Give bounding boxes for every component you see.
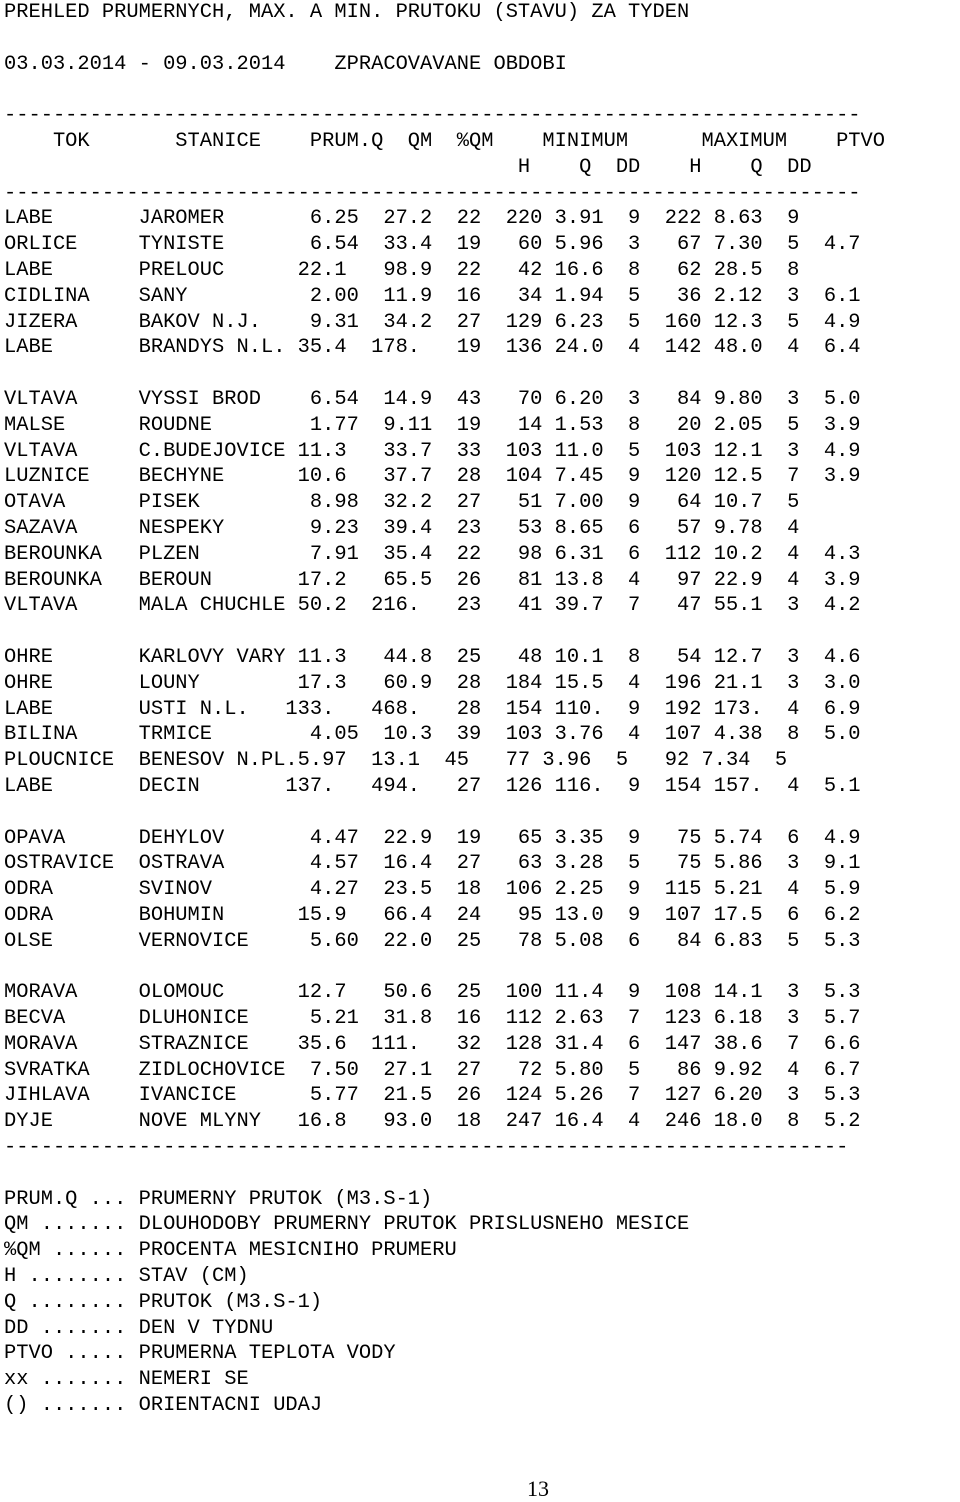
report-line: H ........ STAV (CM) xyxy=(4,1265,249,1289)
report-line: Q ........ PRUTOK (M3.S-1) xyxy=(4,1290,323,1314)
report-line: LABE BRANDYS N.L. 35.4 178. 19 136 24.0 4 142 48.0 4 6.4 xyxy=(4,336,861,360)
report-line: OHRE KARLOVY VARY 11.3 44.8 25 48 10.1 8 54 12.7 3 4.6 xyxy=(4,645,861,669)
report-line: MORAVA STRAZNICE 35.6 111. 32 128 31.4 6 147 38.6 7 6.6 xyxy=(4,1032,861,1056)
blank-line xyxy=(4,619,885,645)
report-line: TOK STANICE PRUM.Q QM %QM MINIMUM MAXIMUM PTVO xyxy=(4,129,886,153)
divider-line: --------------------------------------------------------------------- xyxy=(4,1136,849,1160)
report-line: xx ....... NEMERI SE xyxy=(4,1368,249,1392)
report-line: PTVO ..... PRUMERNA TEPLOTA VODY xyxy=(4,1342,396,1366)
blank-line xyxy=(4,800,885,826)
report-line: QM ....... DLOUHODOBY PRUMERNY PRUTOK PRISLUSNEHO MESICE xyxy=(4,1213,690,1237)
report-line: JIZERA BAKOV N.J. 9.31 34.2 27 129 6.23 5 160 12.3 5 4.9 xyxy=(4,310,861,334)
report-line: PRUM.Q ... PRUMERNY PRUTOK (M3.S-1) xyxy=(4,1187,433,1211)
blank-line xyxy=(4,361,885,387)
report-line: LUZNICE BECHYNE 10.6 37.7 28 104 7.45 9 120 12.5 7 3.9 xyxy=(4,465,861,489)
report-line: BEROUNKA BEROUN 17.2 65.5 26 81 13.8 4 97 22.9 4 3.9 xyxy=(4,568,861,592)
report-line: BILINA TRMICE 4.05 10.3 39 103 3.76 4 107 4.38 8 5.0 xyxy=(4,723,861,747)
blank-line xyxy=(4,954,885,980)
report-line: LABE USTI N.L. 133. 468. 28 154 110. 9 192 173. 4 6.9 xyxy=(4,697,861,721)
report-line: H Q DD H Q DD xyxy=(4,155,812,179)
report-line: LABE DECIN 137. 494. 27 126 116. 9 154 157. 4 5.1 xyxy=(4,774,861,798)
report-line: 03.03.2014 - 09.03.2014 ZPRACOVAVANE OBDOBI xyxy=(4,52,567,76)
report-line: MORAVA OLOMOUC 12.7 50.6 25 100 11.4 9 108 14.1 3 5.3 xyxy=(4,981,861,1005)
divider-line: ---------------------------------------------------------------------- xyxy=(4,104,861,128)
report-line: OHRE LOUNY 17.3 60.9 28 184 15.5 4 196 21.1 3 3.0 xyxy=(4,671,861,695)
report-line: OSTRAVICE OSTRAVA 4.57 16.4 27 63 3.28 5 75 5.86 3 9.1 xyxy=(4,852,861,876)
report-line: BECVA DLUHONICE 5.21 31.8 16 112 2.63 7 123 6.18 3 5.7 xyxy=(4,1007,861,1031)
report-line: LABE PRELOUC 22.1 98.9 22 42 16.6 8 62 28.5 8 xyxy=(4,258,800,282)
report-line: %QM ...... PROCENTA MESICNIHO PRUMERU xyxy=(4,1239,457,1263)
blank-line xyxy=(4,26,885,52)
report-line: LABE JAROMER 6.25 27.2 22 220 3.91 9 222 8.63 9 xyxy=(4,207,800,231)
report-line: VLTAVA MALA CHUCHLE 50.2 216. 23 41 39.7 7 47 55.1 3 4.2 xyxy=(4,594,861,618)
report-line: VLTAVA VYSSI BROD 6.54 14.9 43 70 6.20 3 84 9.80 3 5.0 xyxy=(4,387,861,411)
report-line: OLSE VERNOVICE 5.60 22.0 25 78 5.08 6 84 6.83 5 5.3 xyxy=(4,929,861,953)
report-line: SVRATKA ZIDLOCHOVICE 7.50 27.1 27 72 5.80 5 86 9.92 4 6.7 xyxy=(4,1058,861,1082)
report-line: PREHLED PRUMERNYCH, MAX. A MIN. PRUTOKU (STAVU) ZA TYDEN xyxy=(4,1,690,24)
report-line: ODRA BOHUMIN 15.9 66.4 24 95 13.0 9 107 17.5 6 6.2 xyxy=(4,903,861,927)
report-line: MALSE ROUDNE 1.77 9.11 19 14 1.53 8 20 2.05 5 3.9 xyxy=(4,413,861,437)
report-line: DYJE NOVE MLYNY 16.8 93.0 18 247 16.4 4 246 18.0 8 5.2 xyxy=(4,1110,861,1134)
report-line: BEROUNKA PLZEN 7.91 35.4 22 98 6.31 6 112 10.2 4 4.3 xyxy=(4,542,861,566)
report-line: () ....... ORIENTACNI UDAJ xyxy=(4,1394,323,1418)
page-number: 13 xyxy=(527,1476,549,1501)
report-line: CIDLINA SANY 2.00 11.9 16 34 1.94 5 36 2.12 3 6.1 xyxy=(4,284,861,308)
report-text xyxy=(4,0,885,1419)
report-line: VLTAVA C.BUDEJOVICE 11.3 33.7 33 103 11.0 5 103 12.1 3 4.9 xyxy=(4,439,861,463)
report-line: PLOUCNICE BENESOV N.PL.5.97 13.1 45 77 3.96 5 92 7.34 5 xyxy=(4,749,788,773)
report-line: SAZAVA NESPEKY 9.23 39.4 23 53 8.65 6 57 9.78 4 xyxy=(4,516,800,540)
blank-line xyxy=(4,77,885,103)
report-line: DD ....... DEN V TYDNU xyxy=(4,1316,274,1340)
blank-line xyxy=(4,1161,885,1187)
report-line: JIHLAVA IVANCICE 5.77 21.5 26 124 5.26 7 127 6.20 3 5.3 xyxy=(4,1084,861,1108)
divider-line: ---------------------------------------------------------------------- xyxy=(4,181,861,205)
report-line: ORLICE TYNISTE 6.54 33.4 19 60 5.96 3 67 7.30 5 4.7 xyxy=(4,233,861,257)
report-line: ODRA SVINOV 4.27 23.5 18 106 2.25 9 115 5.21 4 5.9 xyxy=(4,878,861,902)
report-line: OPAVA DEHYLOV 4.47 22.9 19 65 3.35 9 75 5.74 6 4.9 xyxy=(4,826,861,850)
report-line: OTAVA PISEK 8.98 32.2 27 51 7.00 9 64 10.7 5 xyxy=(4,491,800,515)
